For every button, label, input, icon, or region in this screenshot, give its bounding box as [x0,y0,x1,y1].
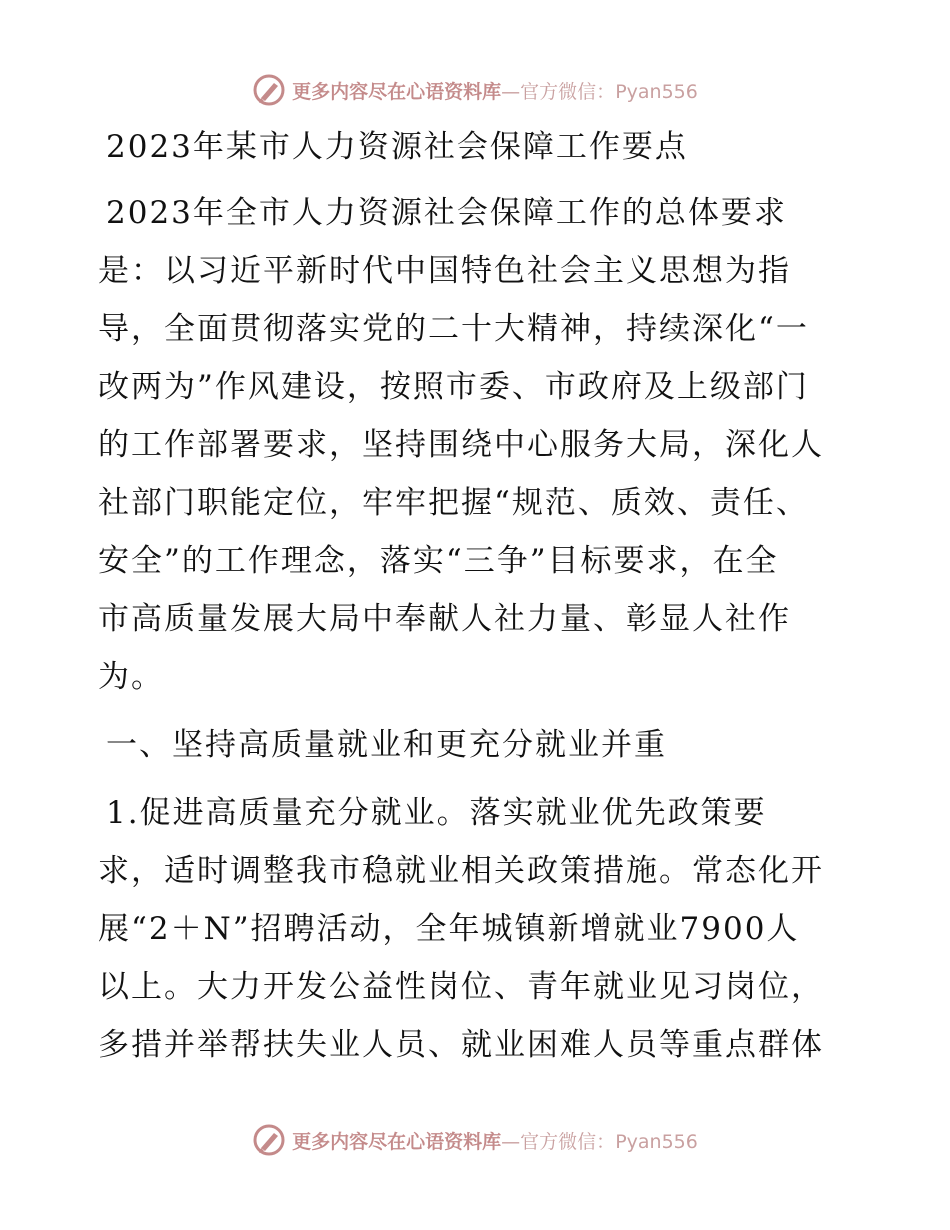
intro-line: 为。 [98,659,164,695]
document-title: 2023年某市人力资源社会保障工作要点 [106,129,688,165]
watermark-dash: — [501,1130,521,1153]
watermark-text [292,77,698,104]
section1-line: 1.促进高质量充分就业。落实就业优先政策要 [106,795,767,831]
watermark-main: 更多内容尽在心语资料库 [292,1130,502,1153]
intro-paragraph [98,184,858,706]
section1-line: 以上。大力开发公益性岗位、青年就业见习岗位， [98,969,824,1005]
watermark-dash: — [501,80,521,103]
section1-line: 求，适时调整我市稳就业相关政策措施。常态化开 [98,853,824,889]
intro-line: 安全”的工作理念，落实“三争”目标要求，在全 [98,543,779,579]
intro-line: 导，全面贯彻落实党的二十大精神，持续深化“一 [98,311,809,347]
section1-line: 多措并举帮扶失业人员、就业困难人员等重点群体 [98,1027,824,1063]
section1-paragraph [98,784,858,1074]
intro-line: 社部门职能定位，牢牢把握“规范、质效、责任、 [98,485,809,521]
watermark-label: 官方微信： [520,80,616,103]
watermark-id: Pyan556 [615,80,698,103]
watermark-main: 更多内容尽在心语资料库 [292,80,502,103]
intro-line: 改两为”作风建设，按照市委、市政府及上级部门 [98,369,809,405]
intro-line: 的工作部署要求，坚持围绕中心服务大局，深化人 [98,427,824,463]
intro-line: 市高质量发展大局中奉献人社力量、彰显人社作 [98,601,791,637]
document-body [98,118,858,1074]
intro-line: 2023年全市人力资源社会保障工作的总体要求 [106,195,787,231]
watermark-footer [0,1120,950,1160]
pen-logo-icon [252,73,286,107]
intro-line: 是：以习近平新时代中国特色社会主义思想为指 [98,253,791,289]
section-heading: 一、坚持高质量就业和更充分就业并重 [106,727,667,763]
watermark-text [292,1127,698,1154]
watermark-header [0,70,950,110]
pen-logo-icon [252,1123,286,1157]
watermark-label: 官方微信： [520,1130,616,1153]
section1-line: 展“2＋N”招聘活动，全年城镇新增就业7900人 [98,911,800,947]
watermark-id: Pyan556 [615,1130,698,1153]
